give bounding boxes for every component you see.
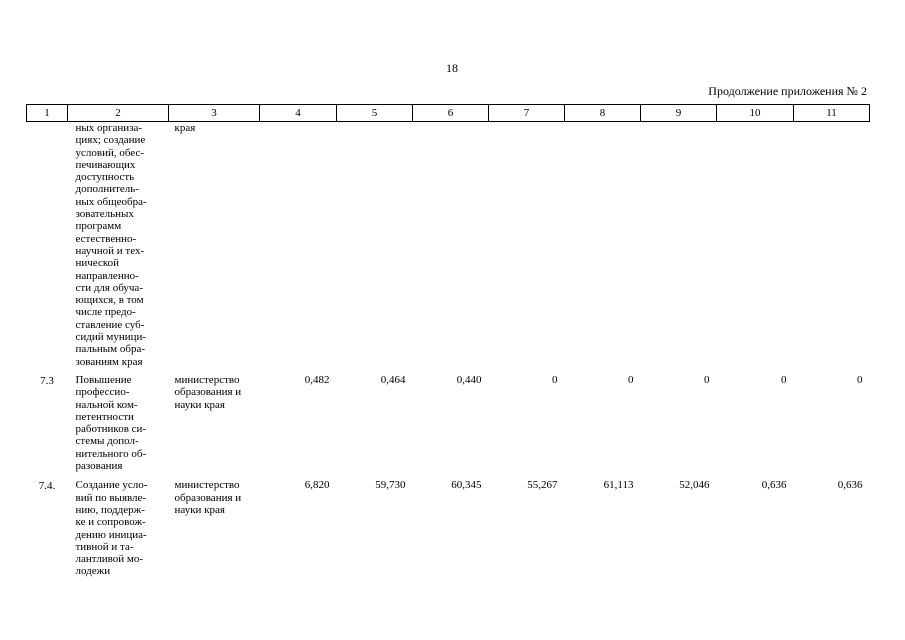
appendix-table-container xyxy=(26,104,869,578)
column-header: 8 xyxy=(565,105,641,122)
row-value: 0 xyxy=(857,373,863,386)
row-id xyxy=(27,122,68,374)
appendix-table xyxy=(26,104,870,578)
column-header: 9 xyxy=(641,105,717,122)
table-row xyxy=(27,479,870,577)
row-value: 0 xyxy=(552,373,558,386)
row-name: ных организа- циях; создание условий, обес- печивающих доступность дополнитель- ных общеобра- зовательных программ естественно- научной и тех- нической направленно- сти для обуча- ющихся, в том числе предо- ставление суб- сидий муници- пальным обра- зованиям края xyxy=(75,122,147,368)
row-value: 0,464 xyxy=(380,373,406,386)
row-executor: министерство образования и науки края xyxy=(174,373,242,411)
row-id: 7.3 xyxy=(40,374,54,387)
row-value xyxy=(260,122,337,374)
column-header: 6 xyxy=(413,105,489,122)
row-value: 6,820 xyxy=(304,479,330,492)
continuation-label: Продолжение приложения № 2 xyxy=(708,84,867,98)
row-value xyxy=(413,122,489,374)
row-value xyxy=(717,122,794,374)
row-value: 55,267 xyxy=(527,479,558,492)
column-header: 10 xyxy=(717,105,794,122)
row-value: 0,482 xyxy=(304,373,330,386)
row-value: 60,345 xyxy=(451,479,482,492)
row-value: 0,636 xyxy=(761,479,787,492)
column-header: 3 xyxy=(169,105,260,122)
column-header: 2 xyxy=(68,105,169,122)
row-executor: края xyxy=(174,122,196,134)
row-value xyxy=(794,122,870,374)
row-value: 59,730 xyxy=(375,479,406,492)
row-name: Создание усло- вий по выявле- нию, поддерж- ке и сопровож- дению инициа- тивной и та- лантливой мо- лодежи xyxy=(75,479,148,578)
column-header: 7 xyxy=(489,105,565,122)
row-value xyxy=(337,122,413,374)
row-value: 0 xyxy=(704,373,710,386)
row-value: 0,636 xyxy=(837,479,863,492)
row-value xyxy=(489,122,565,374)
row-value xyxy=(565,122,641,374)
row-value: 61,113 xyxy=(603,479,634,492)
row-value xyxy=(641,122,717,374)
row-executor: министерство образования и науки края xyxy=(174,479,242,516)
row-value: 0 xyxy=(628,373,634,386)
row-value: 0 xyxy=(781,373,787,386)
table-row xyxy=(27,374,870,479)
row-name: Повышение профессио- нальной ком- петентности работников си- стемы допол- нительного об- разования xyxy=(75,373,147,473)
column-header: 1 xyxy=(27,105,68,122)
column-header: 5 xyxy=(337,105,413,122)
column-header: 4 xyxy=(260,105,337,122)
row-value: 0,440 xyxy=(456,373,482,386)
row-id: 7.4. xyxy=(38,480,56,493)
table-header-row xyxy=(27,105,870,122)
row-value: 52,046 xyxy=(679,479,710,492)
table-row xyxy=(27,122,870,374)
column-header: 11 xyxy=(794,105,870,122)
page-number: 18 xyxy=(446,61,458,75)
